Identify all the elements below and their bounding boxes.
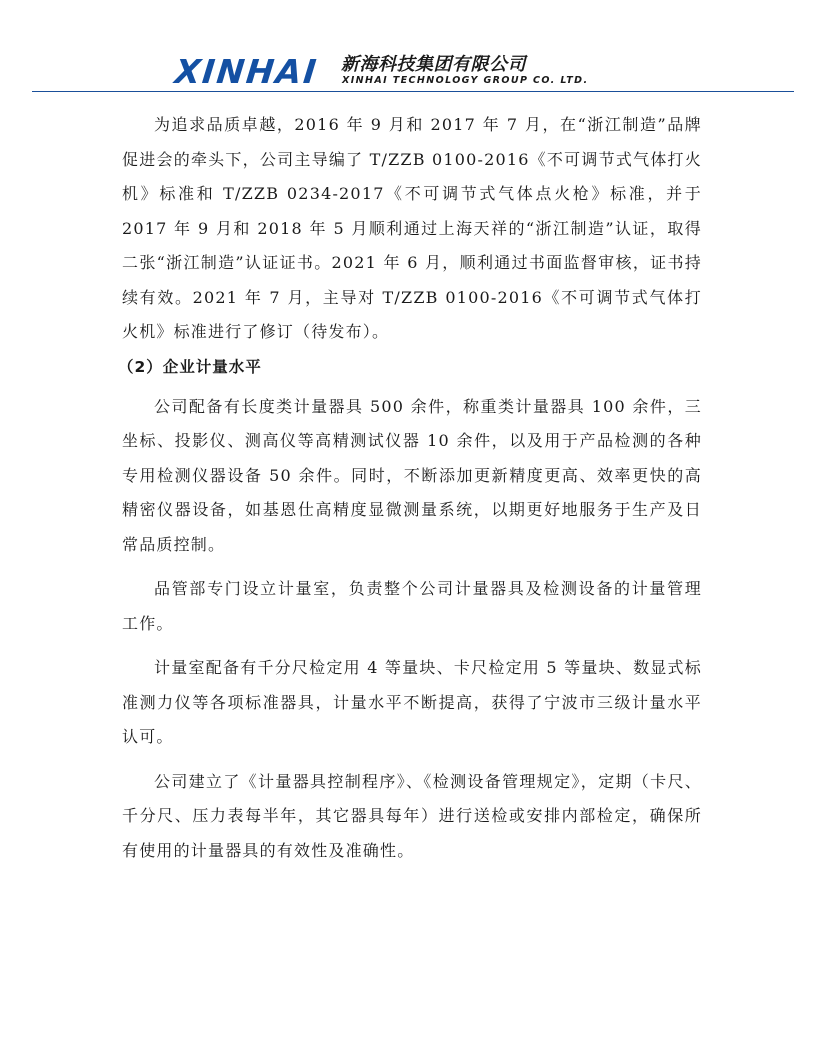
section-heading-metrology: （2）企业计量水平 <box>118 357 262 376</box>
company-name-english: XINHAI TECHNOLOGY GROUP CO. LTD. <box>342 75 589 86</box>
header-divider <box>32 91 794 92</box>
page-header <box>0 44 816 94</box>
paragraph-measuring-instruments: 公司配备有长度类计量器具 500 余件，称重类计量器具 100 余件，三坐标、投影仪、测高仪等高精测试仪器 10 余件，以及用于产品检测的各种专用检测仪器设备 50 余件。同时，不断添加更新精度更高、效率更快的高精密仪器设备，如基恩仕高精度显微测量系统，以期更好地服务于生产及日常品质控制。 <box>122 396 702 554</box>
paragraph-zhejiang-certification: 为追求品质卓越，2016 年 9 月和 2017 年 7 月，在“浙江制造”品牌促进会的牵头下，公司主导编了 T/ZZB 0100-2016《不可调节式气体打火机》标准和 T/ZZB 0234-2017《不可调节式气体点火枪》标准，并于 2017 年 9 月和 2018 年 5 月顺利通过上海天祥的“浙江制造”认证，取得二张“浙江制造”认证证书。2021 年 6 月，顺利通过书面监督审核，证书持续有效。2021 年 7 月，主导对 T/ZZB 0100-2016《不可调节式气体打火机》标准进行了修订（待发布）。 <box>122 115 702 341</box>
company-logo: XINHAI <box>173 52 320 91</box>
company-name-chinese: 新海科技集团有限公司 <box>341 54 526 75</box>
paragraph-metrology-room: 品管部专门设立计量室，负责整个公司计量器具及检测设备的计量管理工作。 <box>122 579 702 633</box>
paragraph-standard-instruments: 计量室配备有千分尺检定用 4 等量块、卡尺检定用 5 等量块、数显式标准测力仪等各项标准器具，计量水平不断提高，获得了宁波市三级计量水平认可。 <box>122 658 702 746</box>
document-body <box>118 108 702 868</box>
paragraph-calibration-procedures: 公司建立了《计量器具控制程序》、《检测设备管理规定》，定期（卡尺、千分尺、压力表每半年，其它器具每年）进行送检或安排内部检定，确保所有使用的计量器具的有效性及准确性。 <box>122 771 702 860</box>
